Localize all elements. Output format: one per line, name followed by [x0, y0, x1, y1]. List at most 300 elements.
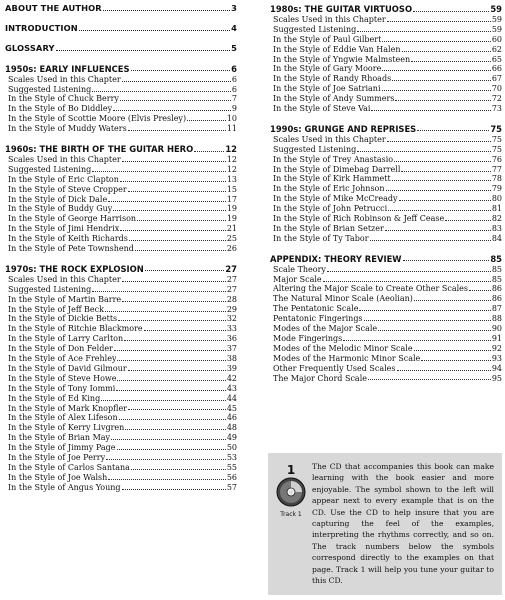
- toc-page-number: 67: [491, 74, 502, 84]
- toc-page-number: 26: [226, 244, 237, 254]
- toc-page-number: 75: [491, 134, 502, 144]
- toc-entry-title: Altering the Major Scale to Create Other Scales: [273, 284, 468, 294]
- toc-entry[interactable]: [270, 214, 502, 224]
- toc-entry[interactable]: [270, 265, 502, 275]
- dot-leader: [122, 160, 226, 162]
- dot-leader: [106, 458, 226, 460]
- dot-leader: [117, 379, 225, 381]
- dot-leader: [122, 80, 231, 82]
- toc-entry-title: In the Style of Keith Richards: [8, 234, 128, 244]
- dot-leader: [101, 399, 226, 401]
- toc-entry[interactable]: [270, 45, 502, 55]
- toc-entry-title: Suggested Listening: [8, 164, 92, 174]
- toc-page-number: 75: [491, 144, 502, 154]
- dot-leader: [135, 249, 226, 251]
- toc-entry[interactable]: [5, 305, 237, 315]
- dot-leader: [368, 378, 491, 380]
- toc-entry[interactable]: [5, 75, 237, 85]
- toc-entry-title: In the Style of Steve Vai: [273, 104, 371, 114]
- toc-entry[interactable]: [5, 224, 237, 234]
- toc-entry[interactable]: [5, 204, 237, 214]
- toc-entry[interactable]: [270, 304, 502, 314]
- dot-leader: [117, 359, 225, 361]
- dot-leader: [382, 40, 490, 42]
- toc-page-number: 38: [226, 354, 237, 364]
- toc-entry-title: In the Style of Angus Young: [8, 482, 121, 492]
- toc-page-number: 46: [226, 413, 237, 423]
- dot-leader: [364, 319, 491, 321]
- toc-entry-title: In the Style of Steve Howe: [8, 373, 117, 383]
- toc-page-number: 78: [491, 174, 502, 184]
- toc-entry-title: In the Style of George Harrison: [8, 214, 137, 224]
- toc-spacer: [5, 14, 237, 24]
- toc-entry[interactable]: [5, 433, 237, 443]
- toc-entry-title: In the Style of Kerry Livgren: [8, 423, 125, 433]
- toc-entry[interactable]: [5, 234, 237, 244]
- toc-entry[interactable]: [5, 423, 237, 433]
- toc-entry-title: In the Style of Eric Johnson: [273, 184, 385, 194]
- toc-entry[interactable]: [5, 124, 237, 134]
- toc-spacer: [270, 244, 502, 254]
- toc-entry[interactable]: [5, 384, 237, 394]
- toc-entry[interactable]: [270, 204, 502, 214]
- cd-track-marker: [274, 463, 308, 529]
- toc-page-number: 62: [491, 44, 502, 54]
- toc-page-number: 19: [226, 214, 237, 224]
- toc-page-number: 50: [226, 443, 237, 453]
- toc-entry[interactable]: [270, 344, 502, 354]
- dot-leader: [120, 229, 226, 231]
- dot-leader: [120, 180, 226, 182]
- toc-entry[interactable]: [270, 324, 502, 334]
- dot-leader: [401, 170, 490, 172]
- toc-entry[interactable]: [5, 324, 237, 334]
- toc-entry-title: Other Frequently Used Scales: [273, 363, 396, 373]
- toc-page-number: 91: [491, 333, 502, 343]
- toc-page-number: 5: [231, 43, 237, 53]
- dot-leader: [129, 239, 226, 241]
- toc-entry-title: Scales Used in this Chapter: [8, 74, 121, 84]
- toc-entry-title: In the Style of Carlos Santana: [8, 462, 130, 472]
- toc-entry[interactable]: [270, 84, 502, 94]
- toc-entry-title: 1950s: EARLY INFLUENCES: [5, 63, 130, 74]
- toc-page-number: 4: [231, 23, 237, 33]
- toc-entry[interactable]: [5, 175, 237, 185]
- toc-entry[interactable]: [270, 334, 502, 344]
- toc-entry[interactable]: [5, 344, 237, 354]
- toc-entry[interactable]: [5, 374, 237, 384]
- toc-entry[interactable]: [5, 295, 237, 305]
- dot-leader: [122, 300, 226, 302]
- dot-leader: [128, 190, 226, 192]
- toc-spacer: [5, 134, 237, 144]
- toc-chapter-heading[interactable]: [270, 254, 502, 265]
- toc-entry-title: Modes of the Melodic Minor Scale: [273, 343, 413, 353]
- toc-page-number: 45: [226, 403, 237, 413]
- toc-entry-title: Scales Used in this Chapter: [273, 134, 386, 144]
- toc-entry-title: Scales Used in this Chapter: [273, 15, 386, 24]
- toc-section-heading[interactable]: [5, 44, 237, 54]
- toc-entry[interactable]: [5, 483, 237, 493]
- toc-entry-title: In the Style of Joe Walsh: [8, 472, 108, 482]
- toc-entry[interactable]: [5, 354, 237, 364]
- dot-leader: [382, 89, 491, 91]
- dot-leader: [128, 129, 226, 131]
- toc-entry[interactable]: [270, 135, 502, 145]
- toc-page-number: 59: [490, 4, 502, 14]
- toc-entry-title: In the Style of Dick Dale: [8, 194, 108, 204]
- toc-entry-title: In the Style of Buddy Guy: [8, 204, 113, 214]
- toc-page-number: 27: [226, 274, 237, 284]
- toc-entry[interactable]: [5, 275, 237, 285]
- toc-page-number: 48: [226, 423, 237, 433]
- toc-entry[interactable]: [5, 244, 237, 254]
- dot-leader: [413, 10, 489, 12]
- toc-entry-title: GLOSSARY: [5, 43, 55, 53]
- toc-entry[interactable]: [270, 234, 502, 244]
- toc-entry[interactable]: [270, 55, 502, 65]
- dot-leader: [117, 448, 226, 450]
- toc-page-number: 39: [226, 363, 237, 373]
- toc-page-number: 95: [491, 373, 502, 383]
- toc-entry[interactable]: [270, 35, 502, 45]
- toc-entry-title: In the Style of Eric Clapton: [8, 174, 119, 184]
- toc-entry[interactable]: [270, 354, 502, 364]
- dot-leader: [124, 339, 226, 341]
- toc-entry[interactable]: [270, 25, 502, 35]
- dot-leader: [469, 289, 491, 291]
- toc-spacer: [5, 54, 237, 64]
- toc-page-number: 80: [491, 194, 502, 204]
- cd-info-box: [268, 453, 502, 595]
- toc-entry[interactable]: [270, 94, 502, 104]
- cd-disc-icon: [276, 477, 306, 507]
- toc-entry-title: In the Style of Martin Barre: [8, 294, 122, 304]
- toc-entry[interactable]: [270, 275, 502, 285]
- dot-leader: [105, 310, 226, 312]
- toc-page-number: 94: [491, 363, 502, 373]
- toc-chapter-heading[interactable]: [270, 124, 502, 135]
- toc-entry[interactable]: [270, 155, 502, 165]
- toc-entry-title: In the Style of Ace Frehley: [8, 354, 117, 364]
- toc-entry-title: In the Style of Ritchie Blackmore: [8, 324, 143, 334]
- toc-entry-title: In the Style of Yngwie Malmsteen: [273, 54, 411, 64]
- toc-entry-title: In the Style of Dickie Betts: [8, 314, 118, 324]
- toc-page-number: 56: [226, 472, 237, 482]
- toc-entry-title: Scales Used in this Chapter: [8, 274, 121, 284]
- toc-entry[interactable]: [270, 74, 502, 84]
- dot-leader: [359, 309, 490, 311]
- toc-page-number: 33: [226, 324, 237, 334]
- toc-entry[interactable]: [5, 394, 237, 404]
- toc-entry[interactable]: [270, 364, 502, 374]
- toc-page-number: 12: [226, 155, 237, 165]
- dot-leader: [395, 99, 490, 101]
- toc-page-number: 7: [231, 94, 237, 104]
- toc-entry[interactable]: [5, 165, 237, 175]
- toc-entry-title: Major Scale: [273, 274, 322, 284]
- toc-entry[interactable]: [5, 453, 237, 463]
- toc-entry[interactable]: [270, 64, 502, 74]
- dot-leader: [108, 478, 226, 480]
- toc-page-number: 76: [491, 154, 502, 164]
- toc-page-number: 60: [491, 34, 502, 44]
- toc-entry[interactable]: [5, 214, 237, 224]
- toc-entry[interactable]: [5, 314, 237, 324]
- toc-page-number: 77: [491, 164, 502, 174]
- dot-leader: [92, 170, 226, 172]
- toc-page-number: 25: [226, 234, 237, 244]
- toc-entry-title: In the Style of John Petrucci: [273, 204, 388, 214]
- toc-entry-title: Suggested Listening: [273, 24, 357, 34]
- toc-entry-title: 1990s: GRUNGE AND REPRISES: [270, 123, 417, 134]
- dot-leader: [137, 219, 226, 221]
- dot-leader: [144, 329, 226, 331]
- toc-entry[interactable]: [5, 473, 237, 483]
- toc-entry[interactable]: [5, 364, 237, 374]
- toc-entry-title: In the Style of Kirk Hammett: [273, 174, 391, 184]
- dot-leader: [113, 209, 226, 211]
- toc-entry[interactable]: [5, 114, 237, 124]
- toc-page-number: 65: [491, 54, 502, 64]
- toc-entry[interactable]: [270, 174, 502, 184]
- dot-leader: [387, 20, 491, 22]
- toc-entry-title: In the Style of Larry Carlton: [8, 334, 124, 344]
- toc-entry[interactable]: [270, 145, 502, 155]
- dot-leader: [327, 270, 491, 272]
- toc-entry-title: In the Style of Dimebag Darrell: [273, 164, 401, 174]
- toc-entry[interactable]: [5, 413, 237, 423]
- toc-entry-title: In the Style of Rich Robinson & Jeff Cease: [273, 214, 445, 224]
- toc-page-number: 88: [491, 314, 502, 324]
- dot-leader: [414, 299, 491, 301]
- toc-entry-title: Suggested Listening: [8, 284, 92, 294]
- toc-entry[interactable]: [270, 15, 502, 25]
- toc-entry-title: In the Style of Jimmy Page: [8, 443, 116, 453]
- dot-leader: [370, 239, 491, 241]
- toc-entry-title: In the Style of Jimi Hendrix: [8, 224, 120, 234]
- toc-spacer: [5, 254, 237, 264]
- toc-page-number: 17: [226, 194, 237, 204]
- toc-left-column: [5, 4, 237, 493]
- toc-entry[interactable]: [5, 94, 237, 104]
- toc-page-number: 73: [491, 104, 502, 114]
- dot-leader: [194, 150, 224, 152]
- toc-page-number: 15: [226, 184, 237, 194]
- dot-leader: [187, 119, 226, 121]
- toc-page-number: 82: [491, 214, 502, 224]
- toc-page-number: 43: [226, 383, 237, 393]
- toc-section-heading[interactable]: [5, 4, 237, 14]
- toc-entry-title: In the Style of Scottie Moore (Elvis Presley): [8, 114, 187, 124]
- toc-entry-title: In the Style of Gary Moore: [273, 64, 382, 74]
- toc-entry[interactable]: [5, 443, 237, 453]
- toc-entry[interactable]: [270, 104, 502, 114]
- toc-entry-title: In the Style of Jeff Beck: [8, 304, 104, 314]
- toc-page-number: 6: [231, 74, 237, 84]
- dot-leader: [118, 319, 226, 321]
- toc-page-number: 59: [491, 24, 502, 34]
- toc-entry[interactable]: [270, 374, 502, 384]
- toc-entry[interactable]: [5, 285, 237, 295]
- toc-page-number: 12: [226, 164, 237, 174]
- cd-track-number: 1: [286, 463, 296, 477]
- toc-entry-title: In the Style of Chuck Berry: [8, 94, 119, 104]
- toc-entry-title: In the Style of Randy Rhoads: [273, 74, 392, 84]
- dot-leader: [388, 209, 491, 211]
- dot-leader: [116, 389, 225, 391]
- toc-entry[interactable]: [5, 155, 237, 165]
- dot-leader: [402, 50, 491, 52]
- toc-page-number: 85: [491, 264, 502, 274]
- toc-page-number: 19: [226, 204, 237, 214]
- toc-entry-title: In the Style of Bo Diddley: [8, 104, 113, 114]
- dot-leader: [145, 269, 225, 271]
- toc-chapter-heading[interactable]: [5, 64, 237, 75]
- dot-leader: [128, 369, 226, 371]
- toc-entry-title: In the Style of Joe Perry: [8, 452, 106, 462]
- toc-page-number: 66: [491, 64, 502, 74]
- toc-entry-title: In the Style of David Gilmour: [8, 363, 127, 373]
- toc-entry[interactable]: [5, 463, 237, 473]
- toc-page-number: 81: [491, 204, 502, 214]
- toc-page-number: 55: [226, 462, 237, 472]
- toc-entry-title: In the Style of Andy Summers: [273, 94, 395, 104]
- dot-leader: [120, 99, 231, 101]
- toc-page-number: 28: [226, 294, 237, 304]
- toc-entry[interactable]: [270, 294, 502, 304]
- toc-entry[interactable]: [5, 85, 237, 95]
- dot-leader: [119, 418, 226, 420]
- toc-entry-title: In the Style of Trey Anastasio: [273, 154, 394, 164]
- toc-entry-title: Pentatonic Fingerings: [273, 314, 363, 324]
- dot-leader: [382, 69, 491, 71]
- toc-page-number: 29: [226, 304, 237, 314]
- toc-entry-title: The Natural Minor Scale (Aeolian): [273, 294, 413, 304]
- toc-entry[interactable]: [5, 334, 237, 344]
- toc-page-number: 72: [491, 94, 502, 104]
- toc-page-number: 49: [226, 433, 237, 443]
- toc-page-number: 13: [226, 174, 237, 184]
- toc-entry-title: In the Style of Muddy Waters: [8, 124, 127, 134]
- toc-entry-title: In the Style of Steve Cropper: [8, 184, 127, 194]
- dot-leader: [92, 90, 231, 92]
- toc-page-number: 9: [231, 104, 237, 114]
- toc-entry-title: Mode Fingerings: [273, 333, 343, 343]
- toc-entry-title: The Major Chord Scale: [273, 373, 367, 383]
- toc-entry-title: In the Style of Brian May: [8, 433, 111, 443]
- dot-leader: [417, 129, 489, 131]
- dot-leader: [92, 290, 226, 292]
- toc-page-number: 87: [491, 304, 502, 314]
- toc-page-number: 44: [226, 393, 237, 403]
- toc-page-number: 36: [226, 334, 237, 344]
- toc-entry-title: In the Style of Joe Satriani: [273, 84, 381, 94]
- toc-page-number: 90: [491, 324, 502, 334]
- toc-page-number: 84: [491, 233, 502, 243]
- toc-page-number: 79: [491, 184, 502, 194]
- cd-description: The CD that accompanies this book can make learning with the book easier and more enjoyable. The symbol shown to the left will appear next to every example that is on the CD. Use the CD to help insure that you are capturing the feel of the examples, interpreting the rhythms correctly, and so on. The track numbers below the symbols correspond directly to the examples on that page. Track 1 will help you tune your guitar to this CD.: [312, 462, 494, 586]
- toc-entry-title: In the Style of Paul Gilbert: [273, 34, 382, 44]
- toc-page-number: 21: [226, 224, 237, 234]
- dot-leader: [125, 428, 226, 430]
- toc-entry[interactable]: [5, 104, 237, 114]
- toc-entry[interactable]: [5, 195, 237, 205]
- dot-leader: [392, 79, 491, 81]
- dot-leader: [114, 349, 226, 351]
- toc-entry[interactable]: [270, 314, 502, 324]
- toc-entry-title: 1980s: THE GUITAR VIRTUOSO: [270, 4, 413, 14]
- toc-page-number: 42: [226, 373, 237, 383]
- dot-leader: [378, 329, 491, 331]
- toc-page-number: 11: [226, 124, 237, 134]
- dot-leader: [79, 29, 230, 31]
- toc-page-number: 75: [490, 123, 502, 134]
- toc-entry-title: 1970s: THE ROCK EXPLOSION: [5, 263, 144, 274]
- toc-right-column: [270, 4, 502, 383]
- dot-leader: [403, 259, 490, 261]
- toc-page-number: 70: [491, 84, 502, 94]
- dot-leader: [445, 219, 491, 221]
- toc-chapter-heading[interactable]: [5, 144, 237, 155]
- toc-page-number: 27: [225, 263, 237, 274]
- dot-leader: [357, 150, 491, 152]
- toc-page-number: 6: [231, 63, 237, 74]
- dot-leader: [128, 408, 226, 410]
- toc-entry[interactable]: [270, 184, 502, 194]
- toc-page-number: 93: [491, 353, 502, 363]
- toc-page-number: 85: [490, 253, 502, 264]
- toc-page-number: 92: [491, 343, 502, 353]
- toc-entry[interactable]: [270, 194, 502, 204]
- toc-entry-title: Suggested Listening: [8, 84, 92, 94]
- toc-entry[interactable]: [270, 165, 502, 175]
- dot-leader: [386, 189, 491, 191]
- toc-page-number: 32: [226, 314, 237, 324]
- toc-page-number: 12: [225, 144, 237, 155]
- dot-leader: [385, 229, 491, 231]
- dot-leader: [357, 30, 491, 32]
- toc-chapter-heading[interactable]: [5, 264, 237, 275]
- toc-entry[interactable]: [270, 224, 502, 234]
- toc-spacer: [270, 114, 502, 124]
- toc-spacer: [5, 34, 237, 44]
- toc-page-number: 83: [491, 223, 502, 233]
- cd-track-label: Track 1: [280, 511, 302, 518]
- dot-leader: [56, 49, 231, 51]
- toc-entry-title: In the Style of Alex Lifeson: [8, 413, 118, 423]
- toc-section-heading[interactable]: [5, 24, 237, 34]
- toc-entry-title: Modes of the Major Scale: [273, 324, 378, 334]
- toc-entry-title: Scale Theory: [273, 264, 326, 274]
- dot-leader: [113, 109, 231, 111]
- toc-entry-title: APPENDIX: THEORY REVIEW: [270, 253, 402, 264]
- dot-leader: [421, 359, 491, 361]
- toc-chapter-heading[interactable]: [270, 4, 502, 15]
- dot-leader: [414, 349, 491, 351]
- toc-page-number: 85: [491, 274, 502, 284]
- dot-leader: [131, 69, 231, 71]
- toc-page-number: 10: [226, 114, 237, 124]
- toc-page-number: 86: [491, 294, 502, 304]
- dot-leader: [122, 488, 226, 490]
- dot-leader: [394, 160, 491, 162]
- toc-entry-title: The Pentatonic Scale: [273, 304, 359, 314]
- toc-page-number: 59: [491, 15, 502, 24]
- toc-entry[interactable]: [270, 284, 502, 294]
- toc-entry[interactable]: [5, 185, 237, 195]
- toc-entry[interactable]: [5, 404, 237, 414]
